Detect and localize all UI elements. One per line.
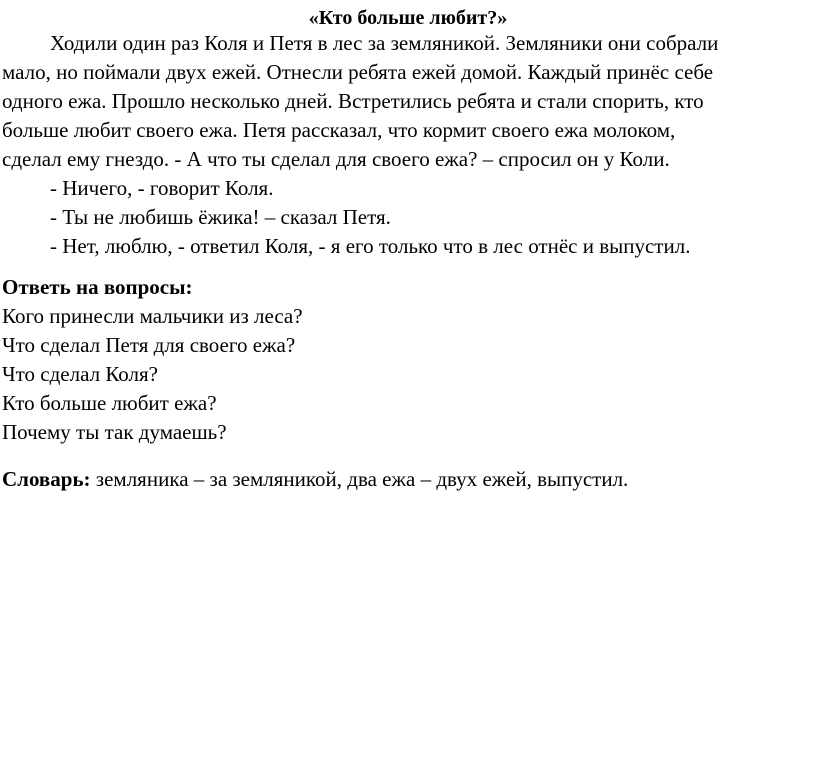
question-item: Почему ты так думаешь? [2, 420, 227, 444]
vocabulary-label: Словарь: [2, 467, 91, 491]
story-line: больше любит своего ежа. Петя рассказал, что кормит своего ежа молоком, [2, 118, 676, 142]
story-line: мало, но поймали двух ежей. Отнесли ребята ежей домой. Каждый принёс себе [2, 60, 714, 84]
question-item: Что сделал Петя для своего ежа? [2, 333, 296, 357]
dialogue-line: - Ты не любишь ёжика! – сказал Петя. [50, 205, 391, 229]
vocabulary-section [2, 465, 814, 494]
dialogue-line: - Нет, люблю, - ответил Коля, - я его только что в лес отнёс и выпустил. [50, 234, 691, 258]
dialogue-line: - Ничего, - говорит Коля. [50, 176, 274, 200]
questions-section [2, 273, 814, 447]
vocabulary-text: земляника – за земляникой, два ежа – двух ежей, выпустил. [90, 467, 629, 491]
story-line: одного ежа. Прошло несколько дней. Встретились ребята и стали спорить, кто [2, 89, 704, 113]
questions-heading: Ответь на вопросы: [2, 275, 193, 299]
document-title: «Кто больше любит?» [308, 7, 508, 29]
story-text [2, 29, 814, 261]
question-item: Кого принесли мальчики из леса? [2, 304, 303, 328]
story-line: Ходили один раз Коля и Петя в лес за земляникой. Земляники они собрали [50, 31, 719, 55]
question-item: Кто больше любит ежа? [2, 391, 217, 415]
question-item: Что сделал Коля? [2, 362, 158, 386]
vocabulary-line [2, 465, 814, 494]
story-line: сделал ему гнездо. - А что ты сделал для своего ежа? – спросил он у Коли. [2, 147, 670, 171]
